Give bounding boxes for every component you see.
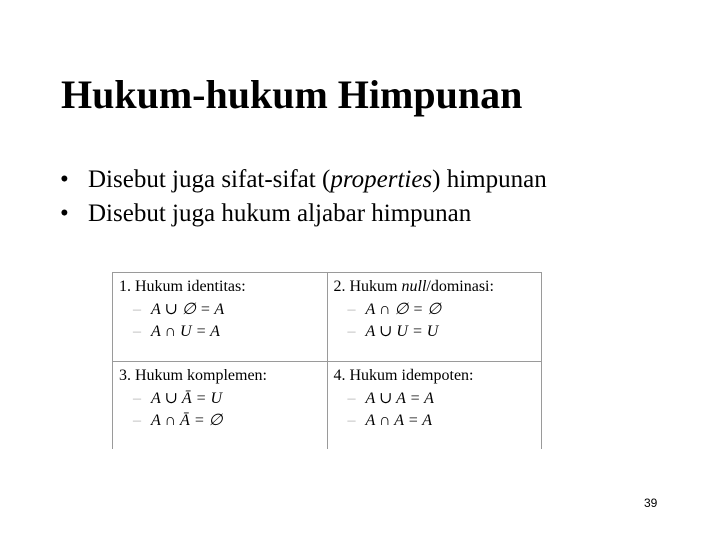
dash-marker: –: [133, 389, 141, 407]
law-list: [119, 388, 321, 432]
law-expression: A ∪ U = U: [365, 323, 439, 340]
law-cell-komplemen: [113, 361, 328, 449]
dash-marker: –: [133, 301, 141, 318]
bullet-item-properties: [60, 163, 547, 197]
law-expression: A ∪ Ā = U: [151, 389, 223, 407]
bullet-text: Disebut juga hukum aljabar himpunan: [88, 200, 472, 227]
law-item: [334, 410, 536, 432]
law-cell-idempoten: [327, 361, 542, 449]
law-expression: A ∩ A = A: [365, 411, 433, 429]
bullet-emphasis: properties: [330, 166, 433, 193]
law-expression: A ∩ ∅ = ∅: [365, 301, 442, 318]
law-item: [119, 321, 321, 343]
laws-table: [112, 272, 542, 449]
law-expression: A ∪ A = A: [365, 389, 434, 407]
law-list: [334, 388, 536, 432]
law-item: [334, 388, 536, 410]
slide-title: Hukum-hukum Himpunan: [61, 72, 523, 117]
bullet-item-aljabar: [60, 197, 547, 231]
law-item: [119, 410, 321, 432]
bullet-text-end: ) himpunan: [432, 166, 547, 193]
law-heading: 1. Hukum identitas:: [119, 278, 246, 295]
law-list: [119, 299, 321, 343]
bullet-list: [60, 163, 547, 231]
dash-marker: –: [133, 411, 141, 429]
page-number: 39: [644, 496, 658, 510]
law-expression: A ∪ ∅ = A: [151, 301, 225, 318]
bullet-text: Disebut juga sifat-sifat (: [88, 166, 331, 193]
law-cell-dominasi: [327, 273, 542, 362]
table-row: [113, 273, 542, 362]
dash-marker: –: [347, 301, 356, 318]
law-heading-text-end: /dominasi:: [426, 278, 494, 295]
law-heading-emphasis: null: [401, 278, 427, 295]
law-heading: 4. Hukum idempoten:: [333, 366, 474, 384]
dash-marker: –: [347, 411, 356, 429]
bullet-dot: •: [60, 166, 69, 193]
law-heading-text: 2. Hukum: [333, 278, 402, 295]
law-list: [334, 299, 536, 343]
law-cell-identitas: [113, 273, 328, 362]
law-item: [119, 299, 321, 321]
law-item: [334, 321, 536, 343]
dash-marker: –: [347, 323, 356, 340]
dash-marker: –: [347, 389, 356, 407]
law-item: [119, 388, 321, 410]
table-row: [113, 361, 542, 449]
law-expression: A ∩ U = A: [151, 323, 220, 340]
law-item: [334, 299, 536, 321]
bullet-dot: •: [60, 200, 69, 227]
dash-marker: –: [133, 323, 141, 340]
law-heading: 3. Hukum komplemen:: [119, 366, 267, 384]
law-heading: [334, 277, 536, 297]
law-expression: A ∩ Ā = ∅: [151, 411, 223, 429]
